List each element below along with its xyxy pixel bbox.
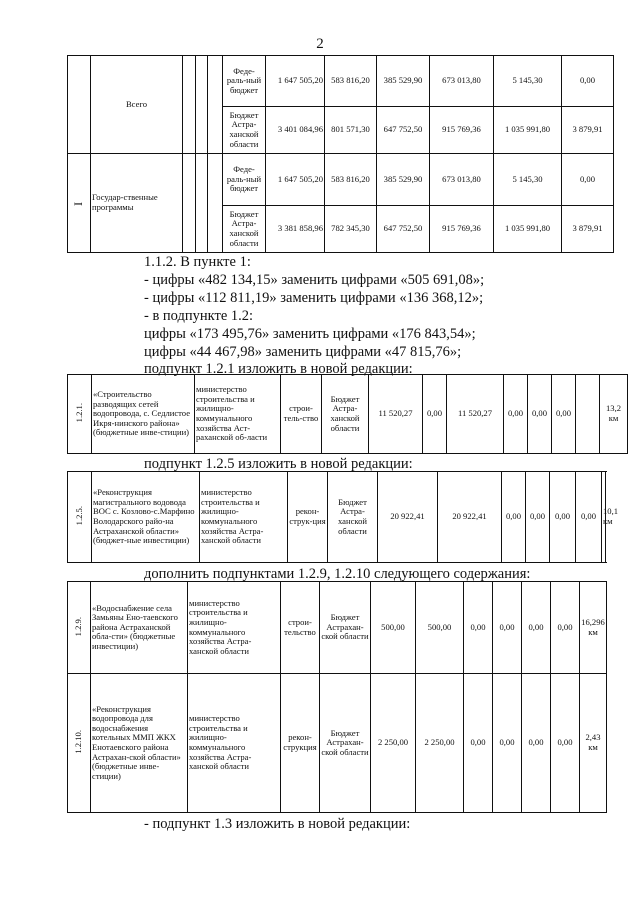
value-cell: 0,00 [550, 472, 576, 563]
value-cell: 0,00 [576, 472, 602, 563]
item-name: «Реконструкция магистрального водовода ВОС с. Козлово-с.Марфино Володарского райо-на Астраханской области» (бюджет-ные инвестиции) [92, 472, 200, 563]
value-cell: 0,00 [493, 582, 522, 674]
value-cell: 1 035 991,80 [494, 107, 562, 154]
value-cell: 0,00 [423, 375, 447, 454]
page-number: 2 [316, 36, 324, 52]
item-result: 10,1 км [602, 472, 606, 563]
table-row [68, 154, 614, 206]
text-line: - цифры «482 134,15» заменить цифрами «505 691,08»; [144, 272, 485, 288]
value-cell: 647 752,50 [377, 206, 430, 253]
table-1-2-1 [67, 374, 628, 454]
item-result: 16,296 км [580, 582, 607, 674]
item-number: 1.2.10. [68, 674, 91, 813]
value-cell: 0,00 [522, 582, 551, 674]
table-row [68, 375, 628, 454]
value-cell: 647 752,50 [377, 107, 430, 154]
value-cell: 0,00 [528, 375, 552, 454]
value-cell: 0,00 [551, 674, 580, 813]
value-cell: 0,00 [493, 674, 522, 813]
text-line: - в подпункте 1.2: [144, 308, 254, 324]
item-organization: министерство строительства и жилищно-коммунального хозяйства Астра-ханской области [200, 472, 288, 563]
value-cell: 673 013,80 [430, 154, 494, 206]
value-cell: 0,00 [504, 375, 528, 454]
item-type: строи-тель-ство [281, 375, 322, 454]
value-cell: 0,00 [562, 56, 614, 107]
item-result: 13,2 км [600, 375, 628, 454]
value-cell: 20 922,41 [438, 472, 502, 563]
table-row [68, 582, 607, 674]
value-cell: 11 520,27 [447, 375, 504, 454]
value-cell: 915 769,36 [430, 107, 494, 154]
item-type: рекон-струкция [281, 674, 320, 813]
value-cell: 3 879,91 [562, 107, 614, 154]
table-1-2-9-1-2-10 [67, 581, 607, 813]
row-label-gp: Государ-ственные программы [91, 154, 183, 253]
row-label-vsego: Всего [91, 56, 183, 154]
value-cell: 385 529,90 [377, 154, 430, 206]
paragraph-1-1-2: 1.1.2. В пункте 1: [144, 254, 251, 270]
funding-source: Феде-раль-ный бюджет [223, 154, 266, 206]
item-type: строи-тельство [281, 582, 320, 674]
value-cell: 583 816,20 [325, 56, 377, 107]
value-cell: 3 879,91 [562, 206, 614, 253]
text-line: подпункт 1.2.5 изложить в новой редакции: [144, 456, 413, 472]
table-row [68, 56, 614, 107]
value-cell: 1 647 505,20 [266, 56, 325, 107]
value-cell: 1 035 991,80 [494, 206, 562, 253]
row-number: I [68, 154, 91, 253]
text-line: дополнить подпунктами 1.2.9, 1.2.10 следующего содержания: [144, 566, 531, 582]
text-line: подпункт 1.2.1 изложить в новой редакции: [144, 361, 413, 377]
text-line: цифры «44 467,98» заменить цифрами «47 815,76»; [144, 344, 462, 360]
item-number: 1.2.1. [68, 375, 92, 454]
funding-source: Бюджет Астра-ханской области [322, 375, 369, 454]
value-cell: 500,00 [371, 582, 416, 674]
item-organization: министерство строительства и жилищно-коммунального хозяйства Астра-ханской области [188, 582, 281, 674]
item-name: «Строительство разводящих сетей водопровода, с. Седлистое Икря-нинского района» (бюджетные инве-стиции) [92, 375, 195, 454]
value-cell: 2 250,00 [416, 674, 464, 813]
value-cell: 500,00 [416, 582, 464, 674]
item-organization: министерство строительства и жилищно-коммунального хозяйства Аст-раханской об-ласти [195, 375, 281, 454]
funding-source: Бюджет Астра-ханской области [223, 206, 266, 253]
item-result: 2,43 км [580, 674, 607, 813]
item-organization: министерство строительства и жилищно-коммунального хозяйства Астра-ханской области [188, 674, 281, 813]
value-cell: 0,00 [464, 674, 493, 813]
item-number: 1.2.9. [68, 582, 91, 674]
value-cell: 0,00 [502, 472, 526, 563]
value-cell: 0,00 [526, 472, 550, 563]
value-cell: 3 401 084,96 [266, 107, 325, 154]
value-cell: 0,00 [562, 154, 614, 206]
value-cell: 0,00 [522, 674, 551, 813]
funding-source: Бюджет Астра-ханской области [328, 472, 378, 563]
value-cell: 673 013,80 [430, 56, 494, 107]
value-cell: 782 345,30 [325, 206, 377, 253]
value-cell: 3 381 858,96 [266, 206, 325, 253]
item-type: рекон-струк-ция [288, 472, 328, 563]
item-name: «Водоснабжение села Замьяны Ено-таевского района Астраханской обла-сти» (бюджетные инвестиции) [91, 582, 188, 674]
value-cell: 1 647 505,20 [266, 154, 325, 206]
text-line: - цифры «112 811,19» заменить цифрами «136 368,12»; [144, 290, 484, 306]
value-cell: 11 520,27 [369, 375, 423, 454]
value-cell: 5 145,30 [494, 154, 562, 206]
funding-source: Бюджет Астра-ханской области [223, 107, 266, 154]
table-row [68, 674, 607, 813]
value-cell: 0,00 [464, 582, 493, 674]
table-row [68, 472, 606, 563]
funding-source: Феде-раль-ный бюджет [223, 56, 266, 107]
text-line: - подпункт 1.3 изложить в новой редакции: [144, 816, 411, 832]
text-line: цифры «173 495,76» заменить цифрами «176 843,54»; [144, 326, 476, 342]
value-cell: 0,00 [552, 375, 576, 454]
value-cell: 801 571,30 [325, 107, 377, 154]
value-cell: 5 145,30 [494, 56, 562, 107]
value-cell: 385 529,90 [377, 56, 430, 107]
funding-source: Бюджет Астрахан-ской области [320, 674, 371, 813]
value-cell: 583 816,20 [325, 154, 377, 206]
value-cell: 2 250,00 [371, 674, 416, 813]
value-cell: 0,00 [551, 582, 580, 674]
funding-source: Бюджет Астрахан-ской области [320, 582, 371, 674]
value-cell: 20 922,41 [378, 472, 438, 563]
item-name: «Реконструкция водопровода для водоснабжения котельных ММП ЖКХ Енотаевского района Астрахан-ской области» (бюджетные инве-стиции) [91, 674, 188, 813]
totals-table [67, 55, 614, 253]
item-number: 1.2.5. [68, 472, 92, 563]
table-1-2-5 [67, 471, 619, 563]
value-cell: 915 769,36 [430, 206, 494, 253]
